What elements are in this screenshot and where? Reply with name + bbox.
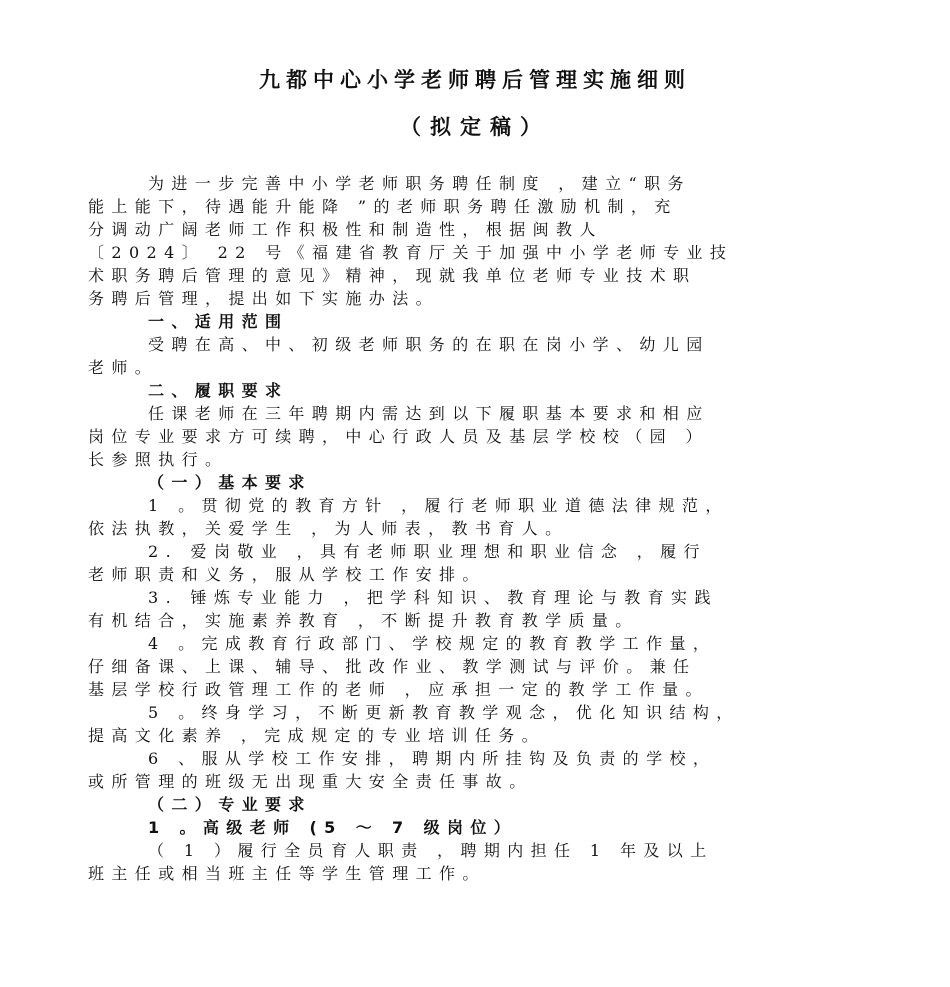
paragraph-line: 4 。完成教育行政部门、学校规定的教育教学工作量， [148,634,717,653]
paragraph-line: 务聘后管理，提出如下实施办法。 [88,289,440,308]
paragraph-line: 2. 爱岗敬业 ，具有老师职业理想和职业信念 ，履行 [148,542,707,561]
paragraph-line: 任课老师在三年聘期内需达到以下履职基本要求和相应 [148,404,710,423]
paragraph-line: 长参照执行。 [88,450,229,469]
paragraph-line: 受聘在高、中、初级老师职务的在职在岗小学、幼儿园 [148,335,710,354]
paragraph-line: 5 。终身学习，不断更新教育教学观念，优化知识结构， [148,703,740,722]
paragraph-line: 依法执教，关爱学生 ，为人师表，教书育人。 [88,519,569,538]
paragraph-line: 班主任或相当班主任等学生管理工作。 [88,864,486,883]
section-heading: 一、适用范围 [148,312,289,331]
paragraph-line: 6 、服从学校工作安排，聘期内所挂钩及负责的学校， [148,749,717,768]
document-title: 九都中心小学老师聘后管理实施细则 [259,68,691,92]
paragraph-line: 有机结合，实施素养教育 ，不断提升教育教学质量。 [88,611,639,630]
paragraph-line: 3. 锤炼专业能力 ，把学科知识、教育理论与教育实践 [148,588,718,607]
paragraph-line: 分调动广阔老师工作积极性和制造性，根据闽教人 [88,220,603,239]
section-heading: 二、履职要求 [148,381,289,400]
paragraph-line: 或所管理的班级无出现重大安全责任事故。 [88,772,533,791]
paragraph-line: 为进一步完善中小学老师职务聘任制度 ，建立“职务 [148,174,691,193]
paragraph-line: 提高文化素养 ，完成规定的专业培训任务。 [88,726,546,745]
paragraph-line: 老师职责和义务，服从学校工作安排。 [88,565,486,584]
paragraph-line: 能上能下，待遇能升能降 ”的老师职务聘任激励机制，充 [88,197,678,216]
subsection-heading: （一）基本要求 [148,473,312,492]
paragraph-line: （ 1 ）履行全员育人职责 ，聘期内担任 1 年及以上 [148,841,714,860]
subsection-heading: （二）专业要求 [148,795,312,814]
paragraph-line: 1 。贯彻党的教育方针 ，履行老师职业道德法律规范， [148,496,729,515]
paragraph-line: 仔细备课、上课、辅导、批改作业、教学测试与评价。兼任 [88,657,697,676]
paragraph-line: 术职务聘后管理的意见》精神，现就我单位老师专业技术职 [88,266,697,285]
paragraph-line: 〔2024〕 22 号《福建省教育厅关于加强中小学老师专业技 [88,243,734,262]
document-subtitle: （拟定稿） [400,115,550,139]
paragraph-line: 岗位专业要求方可续聘，中心行政人员及基层学校校（园 ） [88,427,709,446]
paragraph-line: 基层学校行政管理工作的老师 ，应承担一定的教学工作量。 [88,680,709,699]
paragraph-line: 老师。 [88,358,159,377]
item-heading: 1 。高级老师 (5 ～ 7 级岗位） [148,818,518,837]
